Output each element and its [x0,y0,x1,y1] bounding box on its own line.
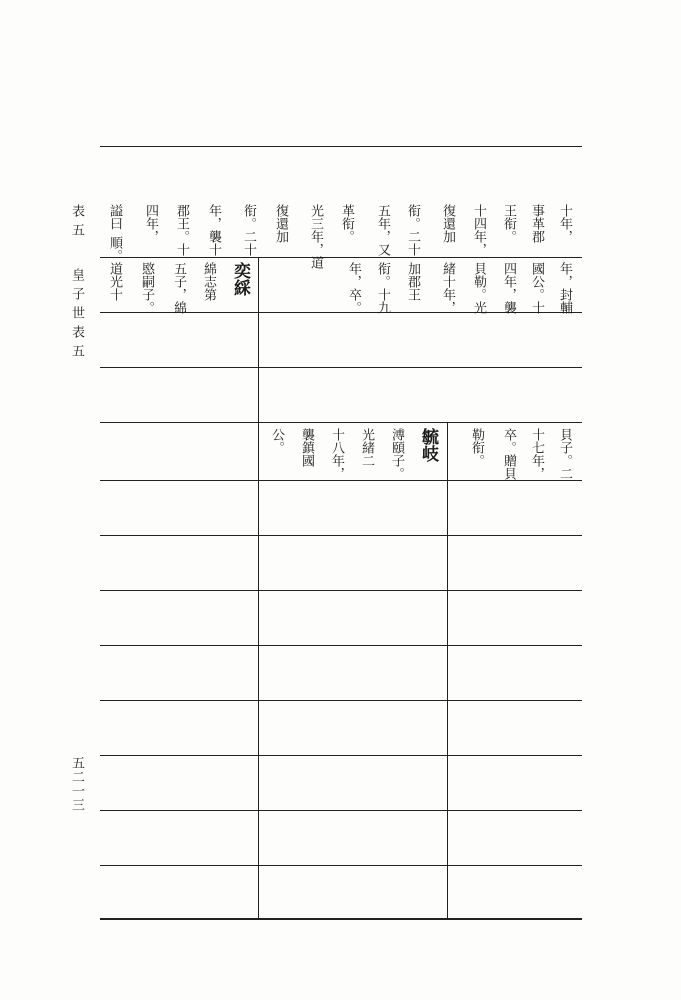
mid-right-col-6: 加郡王 [405,262,420,301]
row-rule-3 [100,422,582,423]
low-right-col-4: 勒衔。 [469,428,484,467]
row-rule-8 [100,700,582,701]
row-rule-4 [100,480,582,481]
row-rule-7 [100,645,582,646]
mid-right-col-8: 年，卒。 [346,262,361,314]
low-right-col-2: 十七年， [529,428,544,480]
mid-left-col-1: 綿志第 [201,262,216,301]
low-right-col-1: 貝子。二 [557,428,572,480]
series-title: 皇子世表五 [69,268,84,363]
top-col-1: 十年， [557,204,572,243]
row-rule-9 [100,755,582,756]
mid-right-col-2: 國公。十 [529,262,544,314]
mid-right-col-3: 四年，襲 [501,262,516,314]
mid-left-col-3: 愍嗣子。 [139,262,154,314]
mid-right-col-1: 年，封輔 [557,262,572,314]
top-col-15: 謚曰 [107,204,122,230]
top-col-3: 王衔。 [501,204,516,243]
mid-right-col-7: 衔。十九 [375,262,390,314]
top-col-6: 衔。二十 [405,204,420,256]
low-mid-col-2: 光緒二 [359,428,374,467]
name-yuqi: 毓岐 [418,428,438,462]
row-rule-2 [100,367,582,368]
top-col-2: 事革郡 [529,204,544,243]
page-number: 五二一三 [69,756,84,812]
top-rule [100,146,582,147]
name-yicai: 奕綵 [230,262,250,296]
top-col-7: 五年，又 [375,204,390,256]
low-mid-col-4: 襲鎮國 [299,428,314,467]
low-mid-col-3: 十八年， [329,428,344,480]
top-col-12: 年，襲十 [206,204,221,256]
top-col-9: 光三年，道 [308,204,323,269]
band-rule [100,257,582,258]
mid-right-col-4: 貝勒。光 [471,262,486,314]
table-number: 表五 [69,204,84,242]
top-col-5: 復還加 [440,204,455,243]
top-col-14: 四年， [143,204,158,243]
mid-right-col-5: 緒十年， [440,262,455,314]
row-rule-5 [100,535,582,536]
row-rule-11 [100,865,582,866]
top-col-8: 革衔。 [339,204,354,243]
mid-left-col-4: 道光十 [107,262,122,301]
top-col-4: 十四年， [471,204,486,256]
row-rule-6 [100,590,582,591]
column-rule-right [447,422,448,919]
mid-left-col-2: 五子，綿 [171,262,186,314]
top-col-11: 衔。二十 [241,204,256,256]
top-col-10: 復還加 [273,204,288,243]
top-col-13: 郡王。十 [174,204,189,256]
low-right-col-3: 卒。贈貝 [501,428,516,480]
low-mid-col-1: 溥頤子。 [389,428,404,480]
top-col-16: 順。 [107,236,122,262]
low-mid-col-5: 公。 [269,428,284,454]
column-rule-left [258,257,259,919]
bottom-rule [100,918,582,920]
row-rule-10 [100,810,582,811]
